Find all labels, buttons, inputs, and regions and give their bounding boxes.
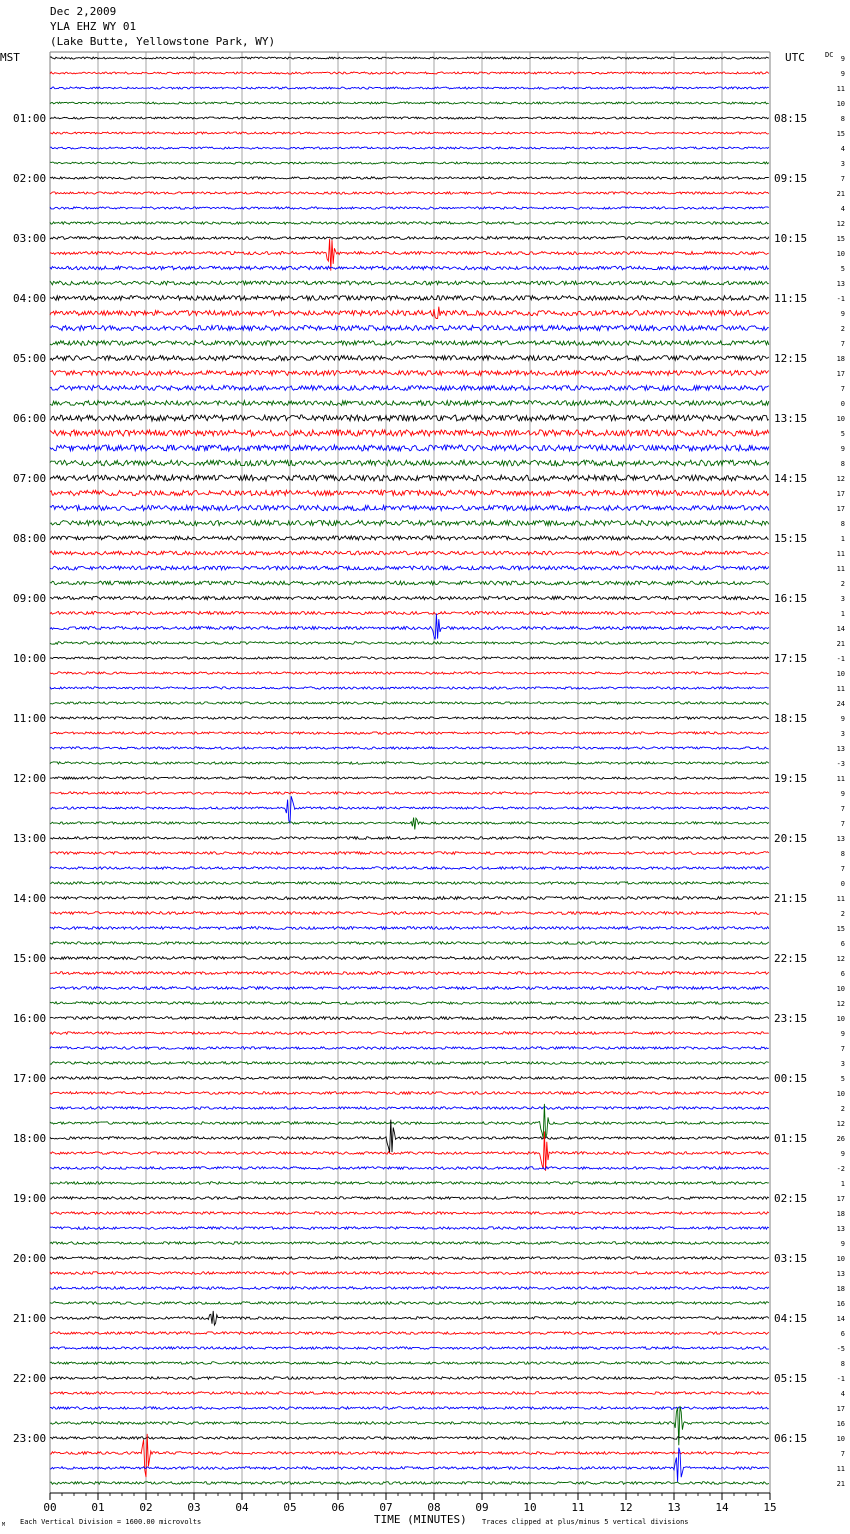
dc-offset-value: 13 [836,1225,845,1233]
trace-line [50,460,769,466]
trace-line [50,1407,769,1410]
dc-offset-value: 3 [840,1060,845,1068]
dc-offset-value: 16 [836,1420,845,1428]
footer-clip: Traces clipped at plus/minus 5 vertical divisions [482,1518,689,1526]
trace-line [50,237,769,240]
mst-hour-label: 12:00 [13,772,47,785]
dc-offset-value: 6 [840,1330,845,1338]
trace-line [50,581,769,585]
dc-offset-value: 12 [836,1000,845,1008]
trace-line [50,102,769,104]
dc-offset-value: 10 [836,415,845,423]
dc-offset-value: 10 [836,670,845,678]
trace-line [50,747,769,749]
dc-offset-value: 10 [836,1255,845,1263]
dc-offset-value: 10 [836,1015,845,1023]
dc-offset-value: 18 [836,355,845,363]
dc-offset-value: 9 [840,1150,845,1158]
dc-offset-value: 11 [836,550,845,558]
dc-offset-value: 26 [836,1135,845,1143]
dc-offset-value: 12 [836,955,845,963]
dc-offset-value: 8 [840,850,845,858]
trace-line [50,1434,769,1477]
time-axis [43,1493,776,1514]
trace-line [50,415,769,421]
trace-line [50,657,769,659]
dc-offset-value: 7 [840,820,845,828]
utc-hour-label: 08:15 [774,112,808,125]
trace-line [50,942,769,945]
dc-offset-value: 7 [840,385,845,393]
trace-line [50,614,769,640]
trace-line [50,762,769,764]
dc-offset-value: 3 [840,595,845,603]
utc-hour-label: 03:15 [774,1252,808,1265]
mst-hour-label: 05:00 [13,352,47,365]
utc-hour-label: 23:15 [774,1012,808,1025]
trace-line [50,445,769,451]
corner-mark: M [2,1522,6,1528]
mst-hour-label: 07:00 [13,472,47,485]
mst-hour-label: 10:00 [13,652,47,665]
trace-line [50,505,769,510]
trace-line [50,1406,769,1445]
dc-offset-value: 9 [840,1030,845,1038]
dc-offset-value: 2 [840,580,845,588]
dc-offset-value: 14 [836,1315,845,1323]
seismic-traces [50,57,769,1484]
trace-line [50,1482,769,1485]
dc-offset-value: 7 [840,1045,845,1053]
trace-line [50,672,769,674]
utc-hour-label: 13:15 [774,412,808,425]
dc-offset-value: 6 [840,940,845,948]
dc-offset-value: 16 [836,1300,845,1308]
x-tick-label: 13 [667,1501,681,1514]
dc-offset-value: 8 [840,115,845,123]
trace-line [50,777,769,779]
dc-offset-value: -1 [836,295,845,303]
utc-hour-label: 06:15 [774,1432,808,1445]
dc-offset-value: 15 [836,235,845,243]
dc-offset-value: 10 [836,1090,845,1098]
dc-offset-value: 21 [836,640,845,648]
trace-line [50,566,769,570]
trace-line [50,852,769,855]
trace-line [50,957,769,960]
utc-hour-label: 14:15 [774,472,808,485]
dc-offset-value: 21 [836,1480,845,1488]
dc-offset-value: 11 [836,1465,845,1473]
x-tick-label: 09 [475,1501,489,1514]
mst-hour-label: 01:00 [13,112,47,125]
trace-line [50,818,769,830]
utc-hour-label: 02:15 [774,1192,808,1205]
dc-offset-value: 7 [840,175,845,183]
mst-hour-label: 22:00 [13,1372,47,1385]
dc-offset-value: 15 [836,130,845,138]
trace-line [50,266,769,270]
utc-hour-label: 05:15 [774,1372,808,1385]
trace-line [50,222,769,225]
x-tick-label: 11 [571,1501,585,1514]
mst-hour-label: 04:00 [13,292,47,305]
dc-offset-value: 7 [840,865,845,873]
trace-line [50,207,769,209]
header-station: YLA EHZ WY 01 [50,20,137,33]
mst-hour-label: 19:00 [13,1192,47,1205]
header-location: (Lake Butte, Yellowstone Park, WY) [50,35,276,48]
x-tick-label: 10 [523,1501,537,1514]
dc-offset-value: 14 [836,625,845,633]
dc-offset-value: 7 [840,1450,845,1458]
utc-hour-label: 00:15 [774,1072,808,1085]
trace-line [50,837,769,840]
trace-line [50,520,769,525]
dc-offset-value: 4 [840,205,845,213]
x-tick-label: 15 [763,1501,777,1514]
dc-offset-value: 9 [840,55,845,63]
trace-line [50,717,769,719]
trace-line [50,1257,769,1260]
trace-line [50,551,769,555]
trace-line [50,1104,769,1138]
dc-offset-value: 8 [840,460,845,468]
dc-offset-value: 6 [840,970,845,978]
x-tick-label: 07 [379,1501,393,1514]
footer-scale: Each Vertical Division = 1600.00 microvolts [20,1518,202,1526]
trace-line [50,1212,769,1215]
trace-line [50,132,769,134]
trace-line [50,1287,769,1290]
dc-offset-value: 0 [840,400,845,408]
trace-line [50,117,769,119]
trace-line [50,1392,769,1395]
x-tick-label: 01 [91,1501,105,1514]
trace-line [50,1032,769,1035]
utc-hour-label: 16:15 [774,592,808,605]
trace-line [50,341,769,346]
dc-offset-value: 0 [840,880,845,888]
trace-line [50,1311,769,1325]
trace-line [50,987,769,990]
dc-offset-value: 18 [836,1285,845,1293]
trace-line [50,611,769,614]
utc-hour-label: 22:15 [774,952,808,965]
dc-offset-value: 1 [840,610,845,618]
dc-offset-value: 13 [836,1270,845,1278]
trace-line [50,177,769,179]
trace-line [50,1002,769,1005]
dc-offset-value: 11 [836,85,845,93]
trace-line [50,475,769,481]
dc-offset-value: 5 [840,430,845,438]
x-tick-label: 12 [619,1501,633,1514]
trace-line [50,239,769,271]
dc-offset-value: 24 [836,700,845,708]
dc-label: DC [825,51,834,59]
dc-offset-value: 1 [840,1180,845,1188]
trace-line [50,702,769,704]
trace-line [50,792,769,794]
mst-hour-label: 02:00 [13,172,47,185]
mst-hour-label: 13:00 [13,832,47,845]
x-tick-label: 06 [331,1501,345,1514]
dc-offset-value: 10 [836,250,845,258]
dc-offset-value: 1 [840,535,845,543]
mst-hour-label: 09:00 [13,592,47,605]
dc-offset-value: 21 [836,190,845,198]
trace-line [50,642,769,645]
mst-hour-label: 15:00 [13,952,47,965]
utc-hour-label: 10:15 [774,232,808,245]
dc-offset-value: 13 [836,745,845,753]
dc-offset-value: 4 [840,145,845,153]
mst-hour-label: 23:00 [13,1432,47,1445]
dc-offset-value: 9 [840,790,845,798]
dc-offset-value: 11 [836,565,845,573]
trace-line [50,1092,769,1095]
mst-hour-label: 14:00 [13,892,47,905]
dc-offset-value: 11 [836,685,845,693]
utc-hour-label: 01:15 [774,1132,808,1145]
dc-offset-value: 2 [840,910,845,918]
trace-line [50,1437,769,1440]
dc-offset-value: -1 [836,1375,845,1383]
x-tick-label: 14 [715,1501,729,1514]
dc-offset-value: 7 [840,805,845,813]
x-tick-label: 02 [139,1501,153,1514]
dc-offset-value: 12 [836,220,845,228]
dc-offset-value: 2 [840,325,845,333]
dc-offset-column [837,55,845,1488]
dc-offset-value: 5 [840,265,845,273]
trace-line [50,162,769,164]
utc-hour-label: 04:15 [774,1312,808,1325]
trace-line [50,972,769,975]
dc-offset-value: 11 [836,775,845,783]
trace-line [50,796,769,823]
trace-line [50,1017,769,1020]
trace-line [50,1242,769,1245]
trace-line [50,1077,769,1080]
trace-line [50,1377,769,1380]
x-tick-label: 03 [187,1501,201,1514]
dc-offset-value: -1 [836,655,845,663]
dc-offset-value: 17 [836,370,845,378]
trace-line [50,912,769,915]
dc-offset-value: 9 [840,310,845,318]
trace-line [50,732,769,734]
trace-line [50,57,769,59]
mst-hour-label: 11:00 [13,712,47,725]
dc-offset-value: 4 [840,1390,845,1398]
trace-line [50,882,769,885]
mst-hour-label: 16:00 [13,1012,47,1025]
dc-offset-value: 12 [836,475,845,483]
utc-hour-label: 19:15 [774,772,808,785]
trace-line [50,1182,769,1185]
trace-line [50,1272,769,1275]
dc-offset-value: 10 [836,985,845,993]
dc-offset-value: 10 [836,100,845,108]
trace-line [50,1167,769,1170]
x-tick-label: 05 [283,1501,297,1514]
trace-line [50,536,769,540]
dc-offset-value: 8 [840,520,845,528]
dc-offset-value: -2 [836,1165,845,1173]
utc-hour-label: 18:15 [774,712,808,725]
dc-offset-value: 15 [836,925,845,933]
x-tick-label: 08 [427,1501,441,1514]
dc-offset-value: 11 [836,895,845,903]
dc-offset-value: 18 [836,1210,845,1218]
dc-offset-value: 9 [840,70,845,78]
dc-offset-value: 9 [840,445,845,453]
trace-line [50,1347,769,1350]
mst-hour-label: 18:00 [13,1132,47,1145]
x-axis-title: TIME (MINUTES) [374,1513,467,1526]
trace-line [50,430,769,436]
x-tick-label: 00 [43,1501,57,1514]
trace-line [50,927,769,930]
dc-offset-value: -5 [836,1345,845,1353]
dc-offset-value: 17 [836,1195,845,1203]
trace-line [50,1362,769,1365]
trace-line [50,1302,769,1305]
dc-offset-value: 17 [836,505,845,513]
trace-line [50,687,769,689]
dc-offset-value: 5 [840,1075,845,1083]
mst-hour-label: 20:00 [13,1252,47,1265]
utc-hour-label: 12:15 [774,352,808,365]
trace-line [50,325,769,330]
x-tick-label: 04 [235,1501,249,1514]
utc-hour-label: 09:15 [774,172,808,185]
dc-offset-value: 13 [836,835,845,843]
trace-line [50,147,769,149]
trace-line [50,1332,769,1335]
trace-line [50,401,769,406]
dc-offset-value: 3 [840,160,845,168]
dc-offset-value: 9 [840,715,845,723]
dc-offset-value: 17 [836,1405,845,1413]
trace-line [50,1227,769,1230]
trace-line [50,356,769,361]
trace-line [50,897,769,900]
dc-offset-value: -3 [836,760,845,768]
mst-label: MST [0,51,20,64]
trace-line [50,87,769,89]
utc-hour-label: 21:15 [774,892,808,905]
trace-line [50,867,769,870]
mst-hour-label: 08:00 [13,532,47,545]
trace-line [50,1062,769,1065]
trace-line [50,1047,769,1050]
trace-line [50,386,769,391]
trace-line [50,296,769,301]
trace-line [50,72,769,74]
trace-line [50,371,769,376]
utc-hour-label: 15:15 [774,532,808,545]
trace-line [50,1107,769,1110]
trace-line [50,1197,769,1200]
dc-offset-value: 17 [836,490,845,498]
trace-line [50,596,769,599]
trace-line [50,281,769,285]
trace-line [50,490,769,495]
dc-offset-value: 3 [840,730,845,738]
dc-offset-value: 13 [836,280,845,288]
dc-offset-value: 7 [840,340,845,348]
mst-hour-label: 21:00 [13,1312,47,1325]
mst-hour-label: 17:00 [13,1072,47,1085]
dc-offset-value: 2 [840,1105,845,1113]
utc-hour-label: 11:15 [774,292,808,305]
mst-hour-label: 06:00 [13,412,47,425]
trace-line [50,307,769,319]
utc-label: UTC [785,51,805,64]
header-date: Dec 2,2009 [50,5,117,18]
dc-offset-value: 12 [836,1120,845,1128]
trace-line [50,192,769,194]
dc-offset-value: 9 [840,1240,845,1248]
mst-hour-label: 03:00 [13,232,47,245]
utc-hour-label: 20:15 [774,832,808,845]
dc-offset-value: 10 [836,1435,845,1443]
utc-hour-label: 17:15 [774,652,808,665]
dc-offset-value: 8 [840,1360,845,1368]
